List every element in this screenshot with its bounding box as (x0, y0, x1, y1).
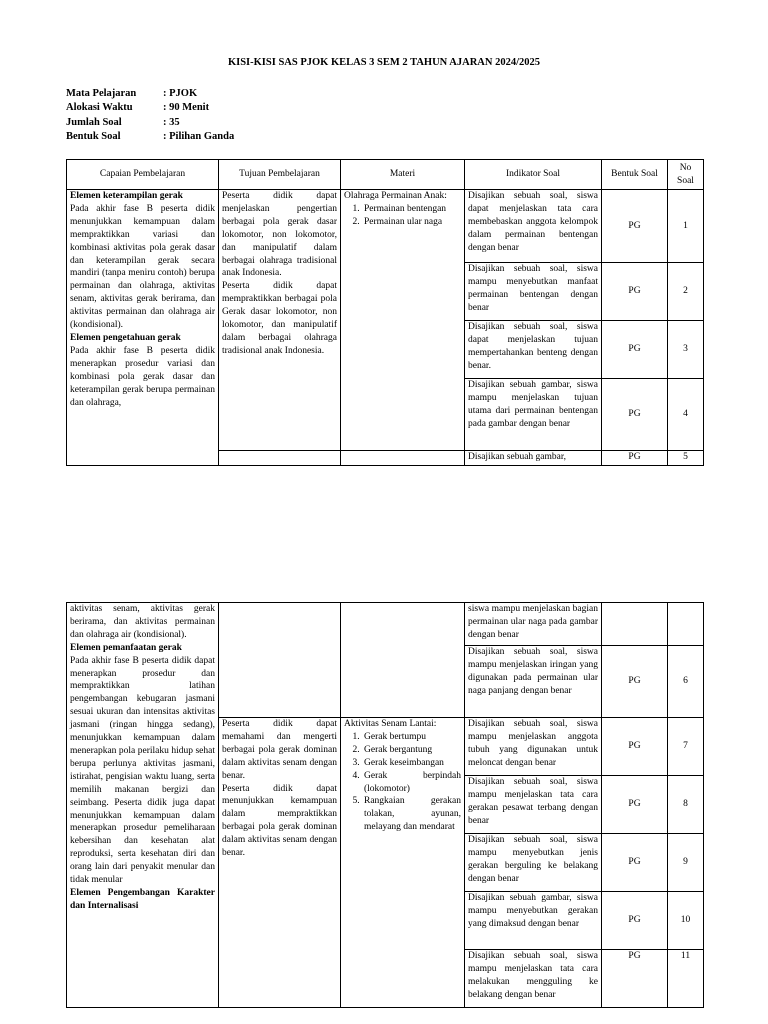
materi-list (344, 731, 461, 834)
indikator-cell: Disajikan sebuah soal, siswa mampu menjelaskan tata cara melakukan mengguling ke belakang dengan benar (465, 950, 602, 1008)
capaian-heading: Elemen Pengembangan Karakter dan Internalisasi (70, 887, 215, 911)
no-cell: 7 (668, 718, 704, 776)
capaian-heading: Elemen keterampilan gerak (70, 191, 183, 201)
bentuk-cell: PG (602, 892, 668, 950)
indikator-cell: Disajikan sebuah soal, siswa mampu menyebutkan manfaat permainan bentengan dengan benar (465, 263, 602, 321)
header-bentuk: Bentuk Soal (602, 160, 668, 190)
materi-heading: Aktivitas Senam Lantai: (344, 719, 437, 729)
materi-cell-empty (341, 451, 465, 466)
materi-cell-empty (341, 603, 465, 718)
bentuk-cell: PG (602, 718, 668, 776)
tujuan-paragraph: Peserta didik dapat mempraktikkan berbagai pola Gerak dasar lokomotor, non lokomotor, dan manipulatif dalam berbagai olahraga tradisional anak Indonesia. (222, 281, 337, 356)
document-title: KISI-KISI SAS PJOK KELAS 3 SEM 2 TAHUN AJARAN 2024/2025 (227, 57, 541, 68)
bentuk-cell: PG (602, 834, 668, 892)
capaian-paragraph: aktivitas senam, aktivitas gerak berirama, dan aktivitas permainan dan olahraga air (kondisional). (70, 604, 215, 640)
materi-cell (341, 190, 465, 451)
no-cell: 5 (668, 451, 704, 466)
materi-list (344, 203, 461, 229)
tujuan-cell-empty (219, 451, 341, 466)
no-cell: 4 (668, 379, 704, 451)
meta-value: : 90 Menit (163, 102, 210, 114)
bentuk-cell: PG (602, 776, 668, 834)
materi-cell (341, 718, 465, 1008)
header-indikator: Indikator Soal (465, 160, 602, 190)
materi-item: 3. Gerak keseimbangan (362, 757, 461, 770)
meta-key: Alokasi Waktu (66, 102, 133, 114)
capaian-cell (67, 603, 219, 1008)
tujuan-paragraph: Peserta didik dapat menunjukkan kemampuan dalam mempraktikkan berbagai pola gerak dominan dalam aktivitas senam dengan benar. (222, 783, 337, 859)
kisi-kisi-table-page2 (66, 602, 704, 1008)
meta-value: : 35 (163, 116, 180, 128)
no-cell-empty (668, 603, 704, 646)
materi-item: 2. Permainan ular naga (362, 216, 461, 229)
no-cell: 6 (668, 646, 704, 718)
bentuk-cell: PG (602, 190, 668, 263)
no-cell: 11 (668, 950, 704, 1008)
no-cell: 3 (668, 321, 704, 379)
table-row (67, 190, 704, 263)
materi-heading: Olahraga Permainan Anak: (344, 191, 447, 201)
materi-item: 1. Permainan bentengan (362, 203, 461, 216)
materi-item: 2. Gerak bergantung (362, 744, 461, 757)
meta-key: Bentuk Soal (66, 131, 121, 143)
indikator-cell: Disajikan sebuah soal, siswa mampu menjelaskan anggota tubuh yang digunakan untuk meloncat dengan benar (465, 718, 602, 776)
bentuk-cell: PG (602, 263, 668, 321)
indikator-cell: Disajikan sebuah gambar, siswa mampu menjelaskan tujuan utama dari permainan bentengan pada gambar dengan benar (465, 379, 602, 451)
no-cell: 9 (668, 834, 704, 892)
tujuan-cell-empty (219, 603, 341, 718)
capaian-paragraph: Pada akhir fase B peserta didik menerapkan prosedur variasi dan kombinasi pola gerak dasar dan keterampilan gerak berupa permainan dan olahraga, (70, 345, 215, 408)
document-meta (66, 87, 234, 145)
meta-key: Mata Pelajaran (66, 88, 137, 99)
indikator-cell: Disajikan sebuah soal, siswa mampu menyebutkan jenis gerakan berguling ke belakang dengan benar (465, 834, 602, 892)
meta-row-type (66, 130, 234, 144)
bentuk-cell: PG (602, 321, 668, 379)
bentuk-cell-empty (602, 603, 668, 646)
no-cell: 10 (668, 892, 704, 950)
tujuan-cell (219, 718, 341, 1008)
tujuan-paragraph: Peserta didik dapat memahami dan mengerti berbagai pola gerak dominan dalam aktivitas senam dengan benar. (222, 719, 337, 781)
meta-row-subject (66, 87, 234, 101)
capaian-cell (67, 190, 219, 466)
indikator-cell: Disajikan sebuah soal, siswa mampu menjelaskan tata cara gerakan pesawat terbang dengan benar (465, 776, 602, 834)
tujuan-paragraph: Peserta didik dapat menjelaskan pengertian berbagai pola gerak dasar lokomotor, non lokomotor, dan manipulatif dalam berbagai olahraga tradisional anak Indonesia. (222, 191, 337, 279)
table-header-row (67, 160, 704, 190)
indikator-cell: Disajikan sebuah gambar, siswa mampu menyebutkan gerakan yang dimaksud dengan benar (465, 892, 602, 950)
meta-row-time (66, 101, 234, 115)
meta-value: : Pilihan Ganda (163, 131, 235, 143)
materi-item: 1. Gerak bertumpu (362, 731, 461, 744)
materi-item: 4. Gerak berpindah (lokomotor) (362, 770, 461, 796)
header-no: No Soal (668, 160, 704, 190)
indikator-cell: Disajikan sebuah soal, siswa dapat menjelaskan tata cara membebaskan anggota kelompok dalam permainan bentengan dengan benar (465, 190, 602, 263)
indikator-cell: Disajikan sebuah soal, siswa mampu menjelaskan iringan yang digunakan pada permainan ular naga panjang dengan benar (465, 646, 602, 718)
header-materi: Materi (341, 160, 465, 190)
bentuk-cell: PG (602, 646, 668, 718)
no-cell: 8 (668, 776, 704, 834)
indikator-cell: siswa mampu menjelaskan bagian permainan ular naga pada gambar dengan benar (465, 603, 602, 646)
header-capaian: Capaian Pembelajaran (67, 160, 219, 190)
indikator-cell: Disajikan sebuah soal, siswa dapat menjelaskan tujuan mempertahankan benteng dengan benar. (465, 321, 602, 379)
meta-key: Jumlah Soal (66, 116, 122, 128)
capaian-heading: Elemen pemanfaatan gerak (70, 642, 182, 653)
materi-item: 5. Rangkaian gerakan tolakan, ayunan, melayang dan mendarat (362, 795, 461, 834)
capaian-heading: Elemen pengetahuan gerak (70, 332, 181, 343)
table-row (67, 603, 704, 646)
no-cell: 2 (668, 263, 704, 321)
kisi-kisi-table-page1 (66, 159, 704, 466)
no-cell: 1 (668, 190, 704, 263)
bentuk-cell: PG (602, 379, 668, 451)
bentuk-cell: PG (602, 950, 668, 1008)
bentuk-cell: PG (602, 451, 668, 466)
capaian-paragraph: Pada akhir fase B peserta didik dapat menerapkan prosedur dan mempraktikkan latihan pengembangan kebugaran jasmani sesuai ukuran dan intensitas aktivitas jasmani (ringan hingga sedang), menunjukkan kemampuan dalam menerapkan pola perilaku hidup sehat berupa perlunya aktivitas jasmani, istirahat, pengisian waktu luang, serta memilih makanan bergizi dan seimbang. Peserta didik juga dapat menunjukkan kemampuan dalam menerapkan prosedur pemeliharaan kebersihan dan kesehatan alat reproduksi, serta kesehatan diri dan orang lain dari penyakit menular dan tidak menular (70, 655, 215, 886)
header-tujuan: Tujuan Pembelajaran (219, 160, 341, 190)
meta-value: : PJOK (163, 88, 198, 99)
meta-row-count (66, 116, 234, 130)
tujuan-cell (219, 190, 341, 451)
indikator-cell: Disajikan sebuah gambar, (465, 451, 602, 466)
capaian-paragraph: Pada akhir fase B peserta didik menunjukkan kemampuan dalam mempraktikkan variasi dan kombinasi aktivitas pola gerak dasar dan keterampilan gerak secara mandiri (tanpa meniru contoh) berupa permainan dan olahraga, aktivitas senam, aktivitas gerak berirama, dan aktivitas permainan dan olahraga air (kondisional). (70, 203, 215, 331)
